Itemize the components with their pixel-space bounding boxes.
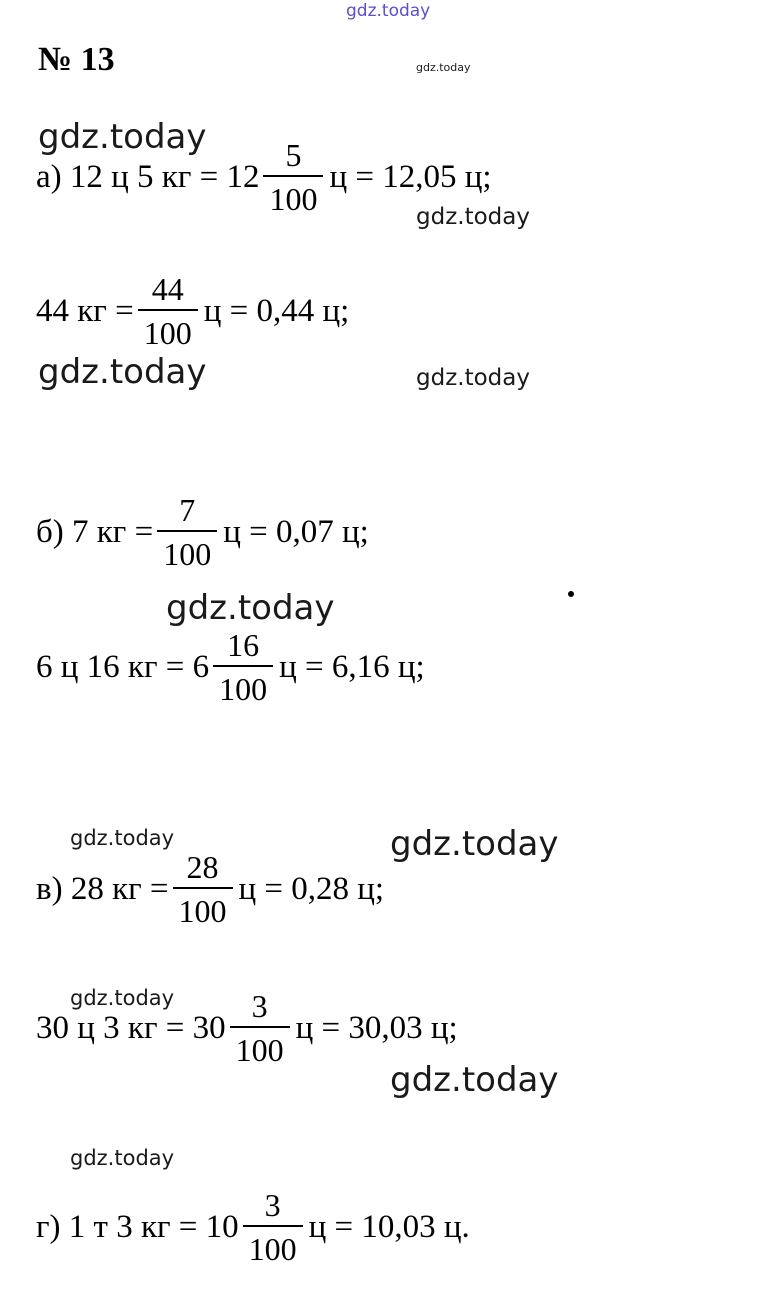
equation-rhs: ц = 10,03 ц. xyxy=(308,1208,470,1245)
fraction-numerator: 3 xyxy=(264,1187,281,1223)
equation-rhs: ц = 0,44 ц; xyxy=(203,292,350,329)
watermark: gdz.today xyxy=(390,1060,559,1100)
fraction-numerator: 16 xyxy=(227,627,260,663)
fraction xyxy=(263,139,323,215)
watermark: gdz.today xyxy=(38,117,207,157)
watermark: gdz.today xyxy=(416,365,530,391)
equation-lhs: 30 ц 3 кг = 30 xyxy=(36,1009,226,1046)
equation-lhs: 44 кг = xyxy=(36,292,134,329)
equation-rhs: ц = 0,07 ц; xyxy=(223,513,369,550)
fraction-numerator: 28 xyxy=(186,849,219,885)
fraction xyxy=(230,990,290,1066)
fraction-denominator: 100 xyxy=(143,315,192,351)
fraction-denominator: 100 xyxy=(269,181,318,217)
fraction-denominator: 100 xyxy=(219,671,268,707)
problem-number: № 13 xyxy=(38,41,115,78)
fraction-denominator: 100 xyxy=(178,893,227,929)
watermark: gdz.today xyxy=(38,352,207,392)
fraction xyxy=(213,629,273,705)
watermark: gdz.today xyxy=(416,204,530,230)
equation-b-1 xyxy=(36,494,369,570)
equation-v-2 xyxy=(36,986,458,1068)
equation-lhs: в) 28 кг = xyxy=(36,870,169,907)
equation-lhs: а) 12 ц 5 кг = 12 xyxy=(36,158,260,195)
fraction-numerator: 44 xyxy=(151,271,184,307)
equation-v-1 xyxy=(36,851,384,927)
equation-b-2 xyxy=(36,629,425,705)
equation-g-1 xyxy=(36,1189,470,1265)
equation-rhs: ц = 30,03 ц; xyxy=(295,1009,458,1046)
equation-lhs: б) 7 кг = xyxy=(36,513,154,550)
fraction xyxy=(173,851,233,927)
equation-rhs: ц = 6,16 ц; xyxy=(279,648,425,685)
fraction-numerator: 7 xyxy=(179,492,196,528)
equation-rhs: ц = 12,05 ц; xyxy=(329,158,492,195)
fraction xyxy=(138,273,198,349)
fraction xyxy=(243,1189,303,1265)
ink-dot xyxy=(568,591,574,597)
equation-rhs: ц = 0,28 ц; xyxy=(238,870,385,907)
fraction-denominator: 100 xyxy=(235,1032,284,1068)
equation-lhs: 6 ц 16 кг = 6 xyxy=(36,648,210,685)
fraction-denominator: 100 xyxy=(248,1231,297,1267)
watermark-top: gdz.today xyxy=(346,1,431,21)
watermark: gdz.today xyxy=(416,61,471,74)
watermark: gdz.today xyxy=(70,826,175,850)
equation-a-2 xyxy=(36,273,349,349)
watermark: gdz.today xyxy=(70,1146,175,1170)
equation-lhs: г) 1 т 3 кг = 10 xyxy=(36,1208,239,1245)
fraction-numerator: 3 xyxy=(251,988,268,1024)
watermark: gdz.today xyxy=(166,588,335,628)
fraction-numerator: 5 xyxy=(285,137,302,173)
watermark: gdz.today xyxy=(70,986,175,1010)
fraction-denominator: 100 xyxy=(163,536,212,572)
watermark: gdz.today xyxy=(390,824,559,864)
fraction xyxy=(157,494,217,570)
